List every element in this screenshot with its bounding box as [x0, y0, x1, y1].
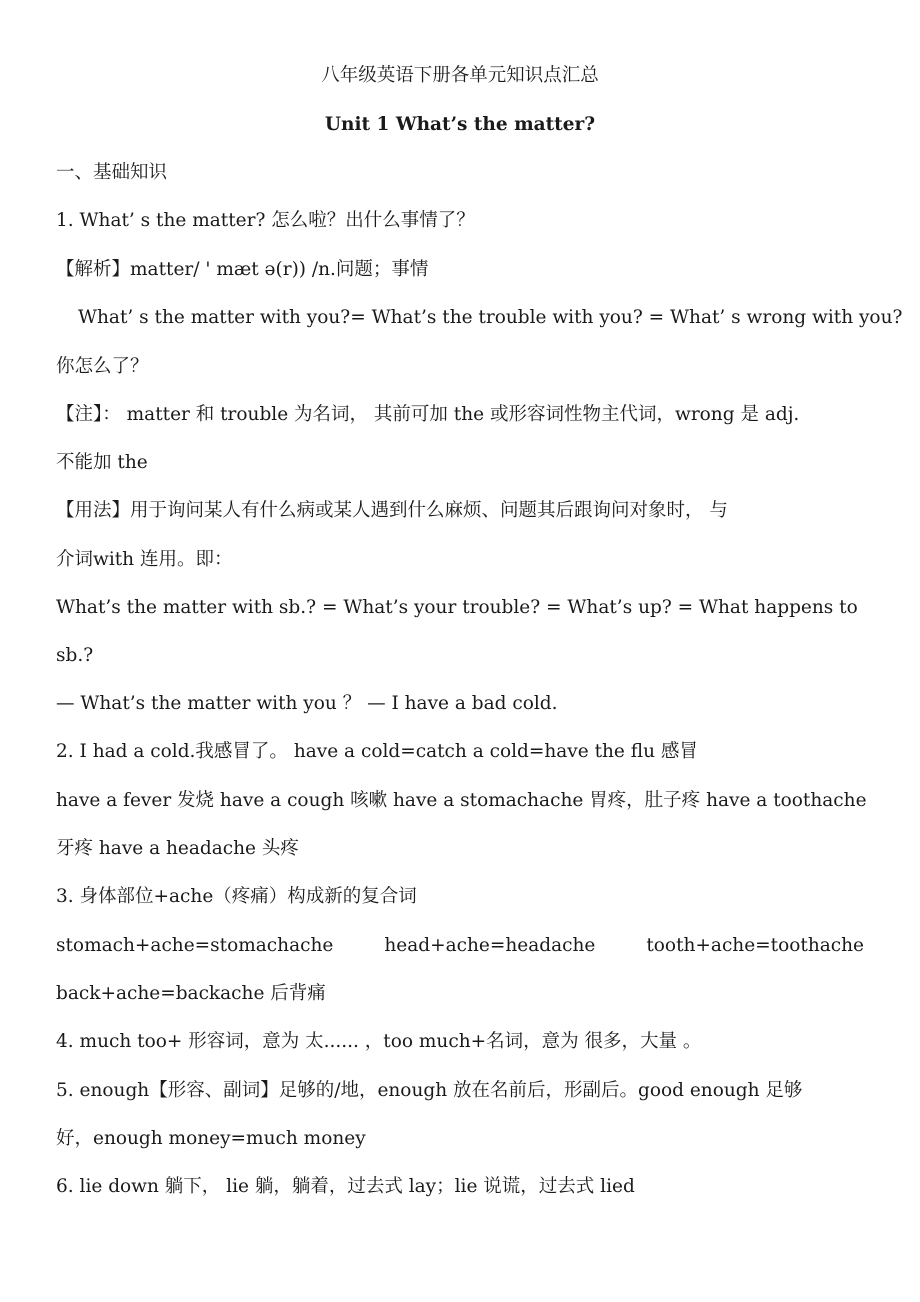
- text-line: 5. enough【形容、副词】足够的/地，enough 放在名前后，形副后。good enough 足够: [56, 1080, 803, 1101]
- unit-title: Unit 1 What’s the matter?: [324, 114, 596, 135]
- compound-word: tooth+ache=toothache: [646, 935, 864, 956]
- text-line: 2. I had a cold.我感冒了。 have a cold=catch a cold=have the flu 感冒: [56, 741, 698, 762]
- text-line: 4. much too+ 形容词，意为 太...... ，too much+名词，意为 很多，大量 。: [56, 1031, 702, 1052]
- text-line: 好，enough money=much money: [56, 1128, 366, 1149]
- text-line: 不能加 the: [56, 452, 148, 473]
- text-line: 6. lie down 躺下， lie 躺，躺着，过去式 lay；lie 说谎，过去式 lied: [56, 1176, 635, 1197]
- text-line: What’ s the matter with you?= What’s the trouble with you? = What’ s wrong with you?: [78, 307, 903, 328]
- text-line: — What’s the matter with you ？ — I have a bad cold.: [56, 693, 558, 714]
- text-line: 牙疼 have a headache 头疼: [56, 838, 299, 859]
- text-line: 介词with 连用。即：: [56, 549, 233, 570]
- text-line: 【用法】用于询问某人有什么病或某人遇到什么麻烦、问题其后跟询问对象时， 与: [56, 500, 728, 521]
- text-line: 你怎么了？: [56, 356, 149, 377]
- compound-words-row: [56, 933, 864, 959]
- text-line: 【注】： matter 和 trouble 为名词， 其前可加 the 或形容词性物主代词，wrong 是 adj.: [56, 404, 800, 425]
- compound-word: stomach+ache=stomachache: [56, 935, 334, 956]
- text-line: What’s the matter with sb.? = What’s your trouble? = What’s up? = What happens to: [56, 597, 858, 618]
- text-line: have a fever 发烧 have a cough 咳嗽 have a stomachache 胃疼，肚子疼 have a toothache: [56, 790, 867, 811]
- text-line: back+ache=backache 后背痛: [56, 983, 326, 1004]
- section-heading: 一、基础知识: [56, 162, 168, 183]
- text-line: 1. What’ s the matter? 怎么啦？出什么事情了？: [56, 210, 475, 231]
- compound-word: head+ache=headache: [384, 935, 596, 956]
- text-line: 【解析】matter/ ' mæt ə(r)) /n.问题；事情: [56, 259, 429, 280]
- text-line: 3. 身体部位+ache（疼痛）构成新的复合词: [56, 886, 417, 907]
- text-line: sb.?: [56, 645, 94, 666]
- document-title: 八年级英语下册各单元知识点汇总: [321, 65, 599, 86]
